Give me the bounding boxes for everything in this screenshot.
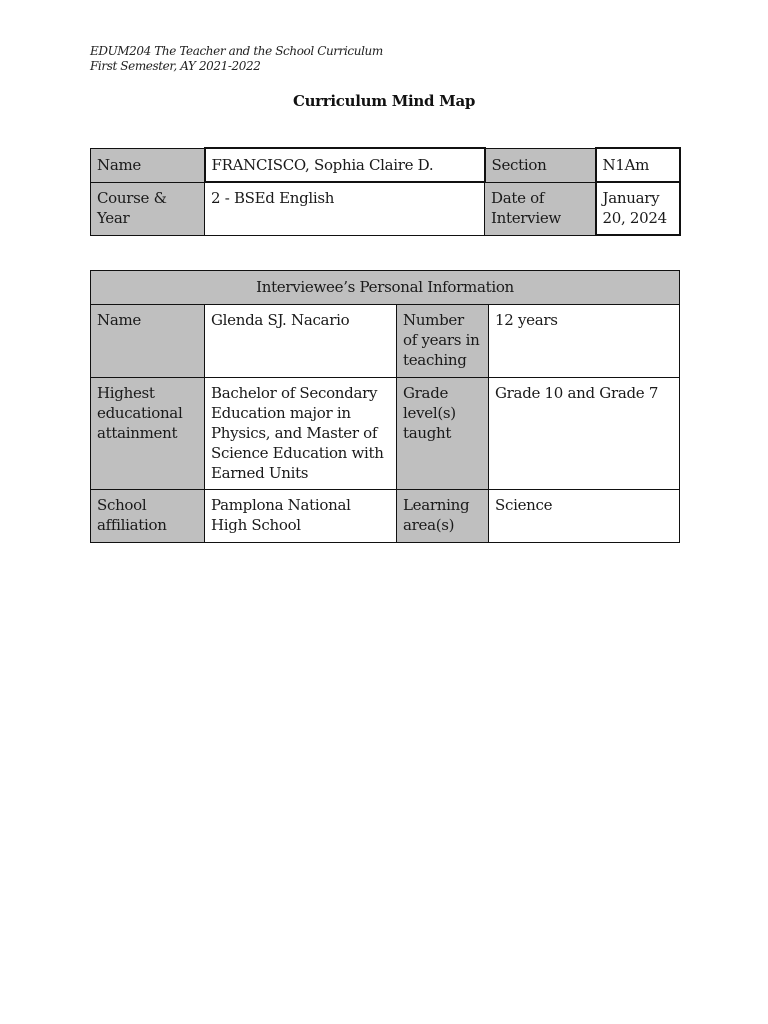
table-row <box>91 182 680 235</box>
table-row <box>91 378 680 490</box>
interviewee-name-value: Glenda SJ. Nacario <box>205 305 397 378</box>
table-header-row <box>91 271 680 305</box>
table-row <box>91 148 680 182</box>
school-affiliation-label: School affiliation <box>91 490 205 543</box>
course-year-value: 2 - BSEd English <box>205 182 485 235</box>
course-line: EDUM204 The Teacher and the School Curriculum <box>90 44 383 58</box>
semester-line: First Semester, AY 2021-2022 <box>90 59 261 73</box>
section-label: Section <box>485 148 596 182</box>
interviewee-name-label: Name <box>91 305 205 378</box>
section-value: N1Am <box>596 148 680 182</box>
school-affiliation-value: Pamplona National High School <box>205 490 397 543</box>
grade-levels-label: Grade level(s) taught <box>397 378 489 490</box>
table-row <box>91 490 680 543</box>
date-of-interview-value: January 20, 2024 <box>596 182 680 235</box>
student-info-table <box>90 147 681 236</box>
date-of-interview-label: Date of Interview <box>485 182 596 235</box>
education-label: Highest educational attainment <box>91 378 205 490</box>
page-title: Curriculum Mind Map <box>292 92 476 110</box>
learning-area-value: Science <box>489 490 680 543</box>
years-teaching-label: Number of years in teaching <box>397 305 489 378</box>
interviewee-heading: Interviewee’s Personal Information <box>91 271 680 305</box>
years-teaching-value: 12 years <box>489 305 680 378</box>
education-value: Bachelor of Secondary Education major in Physics, and Master of Science Education with Earned Units <box>205 378 397 490</box>
learning-area-label: Learning area(s) <box>397 490 489 543</box>
grade-levels-value: Grade 10 and Grade 7 <box>489 378 680 490</box>
student-name-value: FRANCISCO, Sophia Claire D. <box>205 148 485 182</box>
table-row <box>91 305 680 378</box>
student-name-label: Name <box>91 148 205 182</box>
document-header <box>90 44 383 74</box>
course-year-label: Course & Year <box>91 182 205 235</box>
interviewee-info-table <box>90 270 680 543</box>
